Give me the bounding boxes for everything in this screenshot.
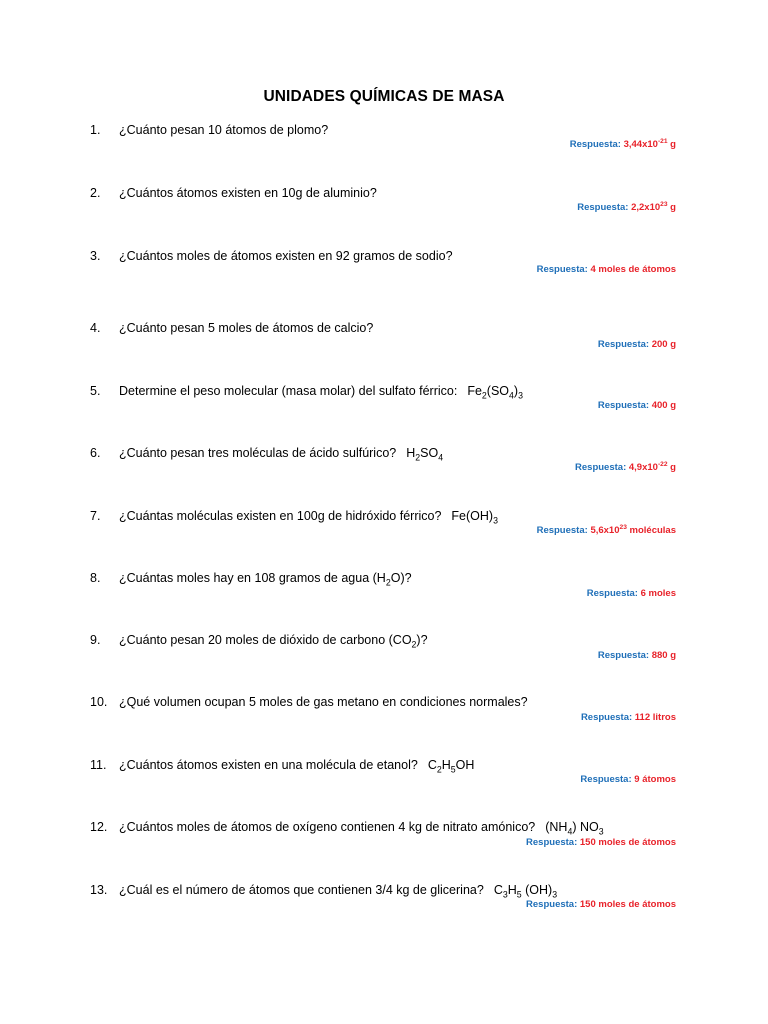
question-number: 13. [90, 883, 108, 897]
question-text: ¿Qué volumen ocupan 5 moles de gas metano en condiciones normales? [119, 695, 528, 709]
answer-label: Respuesta: [580, 774, 632, 785]
question-8 [90, 571, 412, 588]
chemical-formula: $Fe(OH)_3$ [451, 509, 498, 526]
question-text: ¿Cuántos átomos existen en 10g de aluminio? [119, 186, 377, 200]
answer-1 [570, 139, 676, 150]
answer-label: Respuesta: [586, 588, 638, 599]
chemical-formula: $(NH_4)$ $NO_3$ [545, 820, 604, 837]
chemical-formula: $Fe_2(SO_4)_3$ [467, 384, 523, 401]
answer-10 [581, 712, 676, 723]
answer-value: $4,9x10^{-22}$ g [628, 460, 676, 473]
question-text: ¿Cuántas moléculas existen en 100g de hidróxido férrico? [119, 509, 442, 523]
question-4 [90, 321, 373, 335]
answer-13 [526, 899, 676, 910]
question-text: ¿Cuántos moles de átomos existen en 92 gramos de sodio? [119, 249, 453, 263]
answer-value: 150 moles de átomos [579, 837, 676, 848]
answer-label: Respuesta: [597, 400, 650, 411]
answer-value: 6 moles [640, 588, 676, 599]
answer-value: 4 moles de átomos [590, 264, 676, 275]
question-number: 8. [90, 571, 101, 585]
question-10 [90, 695, 528, 709]
chemical-formula: $C_3H_5$ $(OH)_3$ [493, 883, 558, 900]
question-text: ¿Cuánto pesan 5 moles de átomos de calcio? [119, 321, 374, 335]
chemical-formula: $H_2SO_4$ [406, 446, 444, 463]
answer-2 [577, 202, 676, 213]
answer-label: Respuesta: [597, 339, 650, 350]
page-title: UNIDADES QUÍMICAS DE MASA [263, 88, 505, 105]
answer-label: Respuesta: [575, 462, 627, 473]
question-11 [90, 758, 475, 775]
answer-12 [526, 837, 676, 848]
question-number: 5. [90, 384, 101, 398]
question-number: 6. [90, 446, 101, 460]
answer-value: 200 g [651, 339, 676, 350]
question-number: 3. [90, 249, 101, 263]
question-5 [90, 384, 523, 401]
question-text: ¿Cuánto pesan tres moléculas de ácido sulfúrico? [119, 446, 397, 460]
answer-label: Respuesta: [536, 525, 588, 536]
question-number: 4. [90, 321, 101, 335]
answer-value: 400 g [651, 400, 676, 411]
question-6 [90, 446, 444, 463]
answer-label: Respuesta: [569, 139, 621, 150]
question-number: 12. [90, 820, 108, 834]
answer-8 [587, 588, 676, 599]
question-text: Determine el peso molecular (masa molar) del sulfato férrico: [119, 384, 458, 398]
question-number: 7. [90, 509, 101, 523]
answer-value: 150 moles de átomos [579, 899, 676, 910]
question-13 [90, 883, 558, 900]
question-number: 2. [90, 186, 101, 200]
answer-7 [537, 525, 676, 536]
question-text: ¿Cuánto pesan 10 átomos de plomo? [119, 123, 329, 137]
answer-11 [580, 774, 676, 785]
answer-label: Respuesta: [577, 202, 629, 213]
answer-value: 112 litros [634, 712, 676, 723]
answer-label: Respuesta: [597, 650, 650, 661]
question-7 [90, 509, 498, 526]
question-text: ¿Cuánto pesan 20 moles de dióxido de carbono $(CO_2)$? [119, 633, 428, 650]
question-3 [90, 249, 453, 263]
answer-label: Respuesta: [580, 712, 633, 723]
question-1 [90, 123, 328, 137]
question-2 [90, 186, 377, 200]
question-number: 11. [90, 758, 107, 772]
answer-6 [575, 462, 676, 473]
answer-label: Respuesta: [536, 264, 588, 275]
answer-3 [537, 264, 676, 275]
question-9 [90, 633, 428, 650]
question-text: ¿Cuál es el número de átomos que contienen 3/4 kg de glicerina? [119, 883, 484, 897]
answer-5 [598, 400, 676, 411]
answer-value: 880 g [651, 650, 676, 661]
chemical-formula: $C_2H_5OH$ [427, 758, 475, 775]
answer-9 [598, 650, 676, 661]
question-text: ¿Cuántos átomos existen en una molécula de etanol? [119, 758, 418, 772]
answer-label: Respuesta: [526, 837, 578, 848]
question-number: 10. [90, 695, 108, 709]
answer-value: $2,2x10^{23}$ g [631, 200, 676, 213]
question-text: ¿Cuántas moles hay en 108 gramos de agua $(H_2O)$? [119, 571, 412, 588]
question-12 [90, 820, 604, 837]
answer-value: $5,6x10^{23}$ moléculas [590, 523, 676, 536]
answer-value: 9 átomos [634, 774, 676, 785]
answer-value: $3,44x10^{-21}$ g [623, 137, 676, 150]
answer-4 [598, 339, 676, 350]
answer-label: Respuesta: [526, 899, 578, 910]
question-number: 1. [90, 123, 101, 137]
question-text: ¿Cuántos moles de átomos de oxígeno contienen 4 kg de nitrato amónico? [119, 820, 536, 834]
question-number: 9. [90, 633, 101, 647]
